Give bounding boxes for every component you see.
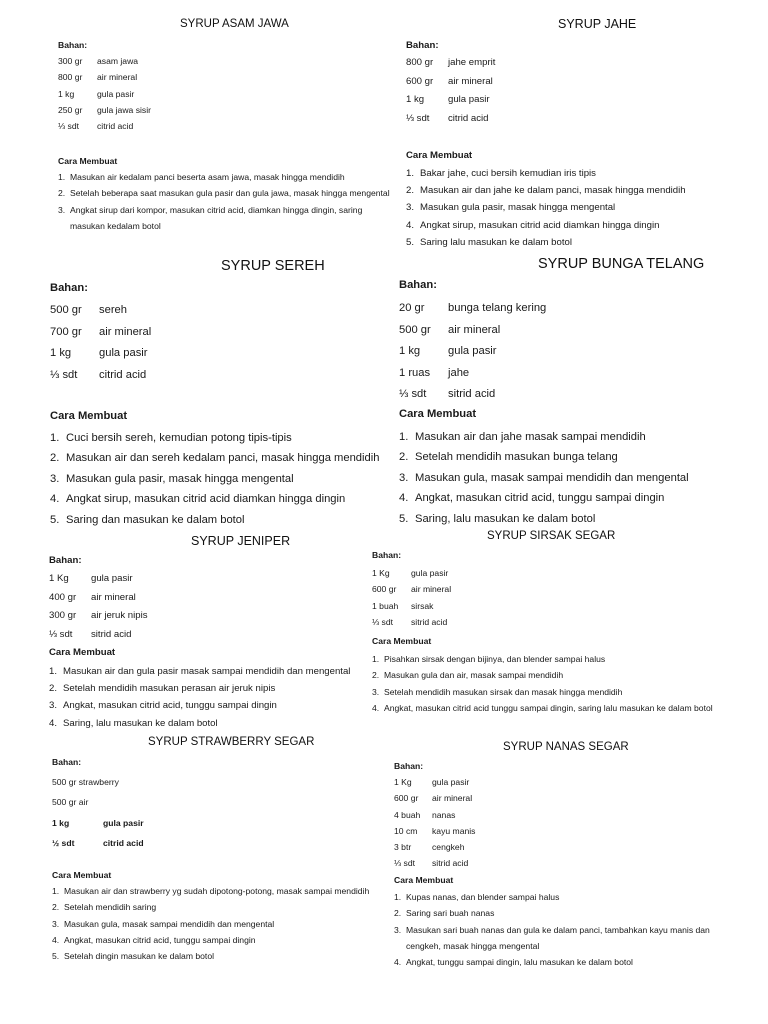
ingredient-item: air mineral — [432, 793, 473, 804]
step-text: Setelah beberapa saat masukan gula pasir dan gula jawa, masak hingga mengental — [70, 188, 390, 199]
step-text: Masukan gula pasir, masak hingga mengental — [420, 202, 616, 214]
step-text: Saring lalu masukan ke dalam botol — [420, 236, 572, 248]
step-text: Masukan gula dan air, masak sampai mendidih — [384, 670, 564, 681]
ingredient-list — [58, 53, 378, 134]
step-item — [406, 165, 756, 182]
cara-membuat-label: Cara Membuat — [49, 647, 116, 658]
step-number: 3. — [50, 472, 60, 485]
ingredient-qty: ⅓ sdt — [50, 368, 78, 381]
step-item — [372, 700, 720, 716]
ingredient-qty: ⅓ sdt — [372, 616, 394, 627]
ingredient-item: gula jawa sisir — [97, 104, 151, 115]
step-text: Angkat, tunggu sampai dingin, lalu masukan ke dalam botol — [406, 957, 633, 968]
ingredient-item: sitrid acid — [411, 616, 448, 627]
ingredient-item: kayu manis — [432, 825, 476, 836]
ingredient-item: asam jawa — [97, 56, 139, 66]
ingredient-row — [399, 298, 729, 320]
recipe-asam-jawa — [0, 0, 390, 255]
step-number: 4. — [52, 934, 60, 945]
ingredient-item: jahe — [448, 366, 470, 379]
ingredient-row — [50, 300, 380, 322]
ingredient-qty: 300 gr — [58, 56, 83, 66]
step-number: 2. — [52, 902, 60, 913]
ingredient-row — [49, 570, 349, 589]
ingredient-row — [399, 384, 729, 406]
ingredient-row — [394, 807, 694, 823]
step-list — [399, 427, 759, 529]
ingredient-item: sitrid acid — [448, 388, 496, 400]
bahan-label: Bahan: — [58, 40, 88, 50]
recipe-jahe — [396, 0, 768, 255]
ingredient-qty: 500 gr air — [52, 797, 89, 808]
step-text: Masukan air dan strawberry yg sudah dipotong-potong, masak sampai mendidih — [64, 886, 370, 896]
step-number: 2. — [50, 452, 60, 465]
step-text: Masukan gula pasir, masak hingga mengental — [66, 472, 294, 485]
ingredient-list — [406, 54, 746, 128]
ingredient-row — [394, 839, 694, 855]
step-number: 4. — [49, 717, 58, 729]
ingredient-row — [58, 69, 378, 85]
step-number: 1. — [394, 892, 402, 902]
recipe-title: SYRUP SEREH — [221, 258, 325, 274]
step-text: Angkat, masukan citrid acid, tunggu sampai dingin — [415, 492, 665, 505]
bahan-label: Bahan: — [50, 282, 88, 294]
step-item — [52, 916, 392, 932]
step-item — [52, 932, 392, 948]
step-text: Masukan gula, masak sampai mendidih dan mengental — [64, 918, 275, 929]
step-number: 2. — [399, 451, 409, 464]
step-number: 2. — [58, 188, 66, 199]
step-text: Angkat, masukan citrid acid, tunggu sampai dingin — [63, 700, 277, 712]
recipe-title: SYRUP BUNGA TELANG — [538, 256, 705, 272]
ingredient-item: air mineral — [411, 584, 452, 595]
step-item — [58, 185, 396, 201]
step-item — [50, 510, 392, 530]
step-number: 3. — [394, 924, 402, 935]
ingredient-item: air mineral — [448, 75, 493, 87]
ingredient-row — [394, 790, 694, 806]
ingredient-item: gula pasir — [103, 817, 144, 828]
ingredient-item: sitrid acid — [91, 628, 132, 640]
ingredient-qty: 500 gr strawberry — [52, 777, 119, 787]
step-text: Masukan air dan jahe masak sampai mendidih — [415, 431, 646, 443]
ingredient-item: air jeruk nipis — [91, 610, 148, 622]
ingredient-row — [394, 855, 694, 871]
step-text: Angkat sirup, masukan citrid acid diamkan hingga dingin — [420, 219, 660, 231]
bahan-label: Bahan: — [406, 40, 439, 51]
recipe-sirsak — [368, 530, 768, 730]
ingredient-row — [50, 343, 380, 365]
ingredient-row — [372, 614, 672, 630]
step-item — [372, 684, 720, 700]
step-text: Setelah mendidih masukan bunga telang — [415, 451, 618, 464]
step-item — [394, 922, 724, 955]
ingredient-row — [49, 589, 349, 608]
ingredient-qty: ⅓ sdt — [49, 628, 73, 640]
step-text: Saring dan masukan ke dalam botol — [66, 513, 245, 526]
ingredient-row — [52, 833, 352, 853]
ingredient-row — [372, 581, 672, 597]
step-item — [58, 202, 396, 235]
cara-membuat-label: Cara Membuat — [58, 156, 118, 166]
ingredient-item: bunga telang kering — [448, 302, 547, 314]
ingredient-list — [394, 774, 694, 872]
ingredient-qty: ½ sdt — [52, 837, 75, 848]
ingredient-item: gula pasir — [411, 568, 449, 578]
step-number: 3. — [399, 471, 409, 484]
ingredient-qty: 1 kg — [52, 817, 70, 828]
ingredient-qty: 1 ruas — [399, 366, 431, 379]
ingredient-item: air mineral — [91, 591, 136, 603]
step-item — [372, 651, 720, 667]
step-text: Saring sari buah nanas — [406, 908, 495, 919]
ingredient-list — [50, 300, 380, 386]
ingredient-item: sereh — [99, 304, 127, 316]
step-item — [50, 469, 392, 489]
cara-membuat-label: Cara Membuat — [372, 636, 432, 646]
ingredient-qty: 1 Kg — [372, 568, 390, 578]
ingredient-item: gula pasir — [448, 94, 490, 106]
ingredient-row — [58, 118, 378, 134]
ingredient-row — [58, 102, 378, 118]
step-item — [50, 448, 392, 468]
bahan-label: Bahan: — [52, 757, 82, 767]
step-number: 1. — [49, 666, 58, 677]
ingredient-item: gula pasir — [432, 777, 470, 787]
ingredient-qty: 600 gr — [394, 793, 419, 804]
step-list — [52, 883, 392, 964]
ingredient-item: gula pasir — [97, 88, 135, 99]
step-number: 1. — [58, 172, 66, 182]
step-text: Angkat, masukan citrid acid, tunggu sampai dingin — [64, 934, 256, 945]
step-number: 3. — [52, 918, 60, 929]
ingredient-row — [58, 86, 378, 102]
ingredient-item: air mineral — [97, 72, 138, 83]
ingredient-qty: 20 gr — [399, 302, 425, 314]
step-item — [49, 663, 367, 680]
ingredient-item: air mineral — [99, 325, 152, 338]
step-item — [50, 428, 392, 448]
ingredient-row — [406, 110, 746, 129]
step-number: 4. — [394, 957, 402, 968]
step-item — [399, 509, 759, 529]
step-text: Masukan air dan jahe ke dalam panci, masak hingga mendidih — [420, 185, 686, 197]
ingredient-qty: 700 gr — [50, 325, 82, 338]
recipe-bunga-telang — [392, 255, 768, 530]
step-item — [52, 883, 392, 899]
ingredient-item: citrid acid — [103, 837, 144, 848]
step-item — [394, 954, 724, 970]
step-item — [58, 169, 396, 185]
ingredient-qty: 500 gr — [50, 304, 82, 316]
step-text: Angkat sirup, masukan citrid acid diamkan hingga dingin — [66, 493, 346, 506]
step-text: Masukan air kedalam panci beserta asam jawa, masak hingga mendidih — [70, 172, 345, 182]
step-item — [399, 488, 759, 508]
ingredient-item: gula pasir — [91, 573, 133, 584]
step-text: Setelah mendidih saring — [64, 902, 157, 913]
step-text: Kupas nanas, dan blender sampai halus — [406, 892, 560, 902]
step-list — [58, 169, 396, 234]
step-text: Saring, lalu masukan ke dalam botol — [63, 717, 218, 729]
step-number: 5. — [50, 513, 60, 526]
bahan-label: Bahan: — [372, 550, 402, 560]
step-text: Bakar jahe, cuci bersih kemudian iris tipis — [420, 168, 596, 179]
step-number: 5. — [399, 512, 409, 525]
recipe-title: SYRUP NANAS SEGAR — [503, 741, 629, 753]
step-number: 1. — [50, 432, 60, 444]
step-list — [372, 651, 720, 716]
ingredient-qty: 1 Kg — [49, 573, 69, 584]
ingredient-qty: ⅓ sdt — [394, 858, 416, 869]
ingredient-item: air mineral — [448, 323, 501, 336]
step-number: 4. — [406, 219, 415, 231]
step-item — [406, 182, 756, 199]
ingredient-list — [49, 570, 349, 644]
step-text: Masukan gula, masak sampai mendidih dan mengental — [415, 471, 689, 484]
ingredient-qty: 500 gr — [399, 323, 431, 336]
ingredient-item: cengkeh — [432, 842, 465, 853]
ingredient-list — [372, 565, 672, 630]
step-text: Angkat, masukan citrid acid tunggu sampai dingin, saring lalu masukan ke dalam botol — [384, 702, 713, 713]
step-number: 1. — [399, 431, 409, 443]
step-number: 3. — [406, 202, 415, 214]
ingredient-qty: 4 buah — [394, 809, 421, 820]
ingredient-item: sitrid acid — [432, 858, 469, 869]
step-list — [50, 428, 392, 530]
ingredient-qty: 1 kg — [50, 347, 72, 359]
step-text: Masukan sari buah nanas dan gula ke dalam panci, tambahkan kayu manis dan cengkeh, masak hingga mengental — [406, 924, 710, 951]
ingredient-qty: 800 gr — [58, 72, 83, 83]
ingredient-row — [394, 823, 694, 839]
step-item — [406, 217, 756, 234]
cara-membuat-label: Cara Membuat — [50, 410, 128, 422]
ingredient-row — [399, 320, 729, 342]
ingredient-row — [372, 565, 672, 581]
ingredient-qty: 1 kg — [399, 345, 421, 357]
ingredient-item: sirsak — [411, 600, 434, 611]
ingredient-qty: 250 gr — [58, 104, 83, 115]
step-item — [394, 905, 724, 921]
step-item — [399, 447, 759, 467]
cara-membuat-label: Cara Membuat — [406, 150, 473, 161]
step-list — [406, 165, 756, 251]
ingredient-row — [372, 598, 672, 614]
ingredient-qty: 800 gr — [406, 57, 434, 68]
ingredient-item: citrid acid — [448, 112, 489, 124]
ingredient-qty: ⅓ sdt — [406, 112, 430, 124]
ingredient-qty: 1 kg — [406, 94, 425, 106]
cara-membuat-label: Cara Membuat — [394, 875, 454, 885]
step-text: Setelah mendidih masukan sirsak dan masak hingga mendidih — [384, 686, 623, 697]
step-item — [406, 234, 756, 251]
step-list — [394, 889, 724, 970]
ingredient-row — [50, 322, 380, 344]
step-item — [399, 427, 759, 447]
bahan-label: Bahan: — [399, 279, 437, 291]
step-number: 1. — [372, 654, 380, 664]
recipe-jeniper — [0, 530, 368, 730]
ingredient-row — [58, 53, 378, 69]
ingredient-qty: 400 gr — [49, 591, 77, 603]
step-number: 1. — [52, 886, 60, 896]
ingredient-row — [399, 363, 729, 385]
cara-membuat-label: Cara Membuat — [399, 408, 477, 420]
ingredient-list — [52, 772, 352, 853]
ingredient-item: citrid acid — [99, 368, 147, 381]
step-text: Masukan air dan gula pasir masak sampai mendidih dan mengental — [63, 666, 351, 677]
cara-membuat-label: Cara Membuat — [52, 870, 112, 880]
step-item — [50, 489, 392, 509]
ingredient-qty: ⅓ sdt — [58, 121, 80, 132]
step-item — [49, 697, 367, 714]
bahan-label: Bahan: — [394, 761, 424, 771]
step-number: 3. — [58, 204, 66, 215]
step-text: Masukan air dan sereh kedalam panci, masak hingga mendidih — [66, 452, 380, 465]
recipe-sereh — [0, 255, 392, 530]
step-number: 4. — [372, 702, 380, 713]
step-text: Cuci bersih sereh, kemudian potong tipis-tipis — [66, 432, 292, 444]
step-item — [372, 667, 720, 683]
ingredient-row — [406, 54, 746, 73]
step-number: 3. — [49, 700, 58, 712]
ingredient-qty: 1 kg — [58, 88, 75, 99]
step-number: 5. — [406, 236, 415, 248]
step-text: Saring, lalu masukan ke dalam botol — [415, 512, 596, 525]
ingredient-row — [394, 774, 694, 790]
recipe-title: SYRUP STRAWBERRY SEGAR — [148, 736, 315, 748]
step-number: 3. — [372, 686, 380, 697]
recipe-title: SYRUP ASAM JAWA — [180, 18, 289, 30]
recipe-title: SYRUP SIRSAK SEGAR — [487, 530, 616, 542]
ingredient-row — [399, 341, 729, 363]
step-item — [52, 899, 392, 915]
ingredient-item: citrid acid — [97, 121, 134, 132]
step-item — [399, 468, 759, 488]
step-text: Pisahkan sirsak dengan bijinya, dan blender sampai halus — [384, 654, 606, 664]
ingredient-row — [406, 73, 746, 92]
ingredient-item: gula pasir — [448, 345, 497, 357]
ingredient-row — [52, 813, 352, 833]
ingredient-qty: ⅓ sdt — [399, 388, 427, 400]
ingredient-qty: 600 gr — [406, 75, 434, 87]
ingredient-qty: 600 gr — [372, 584, 397, 595]
step-text: Setelah mendidih masukan perasan air jeruk nipis — [63, 683, 276, 695]
ingredient-row — [49, 626, 349, 645]
bahan-label: Bahan: — [49, 555, 82, 566]
step-item — [49, 680, 367, 697]
ingredient-row — [49, 607, 349, 626]
ingredient-qty: 10 cm — [394, 825, 418, 836]
step-text: Angkat sirup dari kompor, masukan citrid acid, diamkan hingga dingin, saring masukan kedalam botol — [70, 204, 363, 231]
step-item — [406, 199, 756, 216]
step-number: 2. — [406, 185, 415, 197]
ingredient-item: jahe emprit — [448, 57, 496, 68]
recipe-title: SYRUP JAHE — [558, 17, 637, 31]
step-number: 4. — [50, 493, 60, 506]
ingredient-row — [406, 91, 746, 110]
ingredient-item: gula pasir — [99, 347, 148, 359]
step-number: 4. — [399, 492, 409, 505]
ingredient-qty: 3 btr — [394, 842, 412, 853]
step-list — [49, 663, 367, 732]
recipe-nanas — [392, 730, 768, 1024]
step-number: 1. — [406, 168, 415, 179]
ingredient-row — [50, 365, 380, 387]
recipe-strawberry — [0, 730, 392, 1024]
step-item — [394, 889, 724, 905]
ingredient-qty: 1 Kg — [394, 777, 412, 787]
recipe-title: SYRUP JENIPER — [191, 534, 291, 548]
ingredient-item: nanas — [432, 809, 456, 820]
step-text: Setelah dingin masukan ke dalam botol — [64, 951, 215, 962]
ingredient-qty: 1 buah — [372, 600, 399, 611]
step-number: 2. — [372, 670, 380, 681]
ingredient-row — [52, 772, 352, 792]
ingredient-row — [52, 792, 352, 812]
step-number: 2. — [49, 683, 58, 695]
step-number: 5. — [52, 951, 60, 962]
ingredient-qty: 300 gr — [49, 610, 77, 622]
step-number: 2. — [394, 908, 402, 919]
step-item — [52, 948, 392, 964]
ingredient-list — [399, 298, 729, 406]
